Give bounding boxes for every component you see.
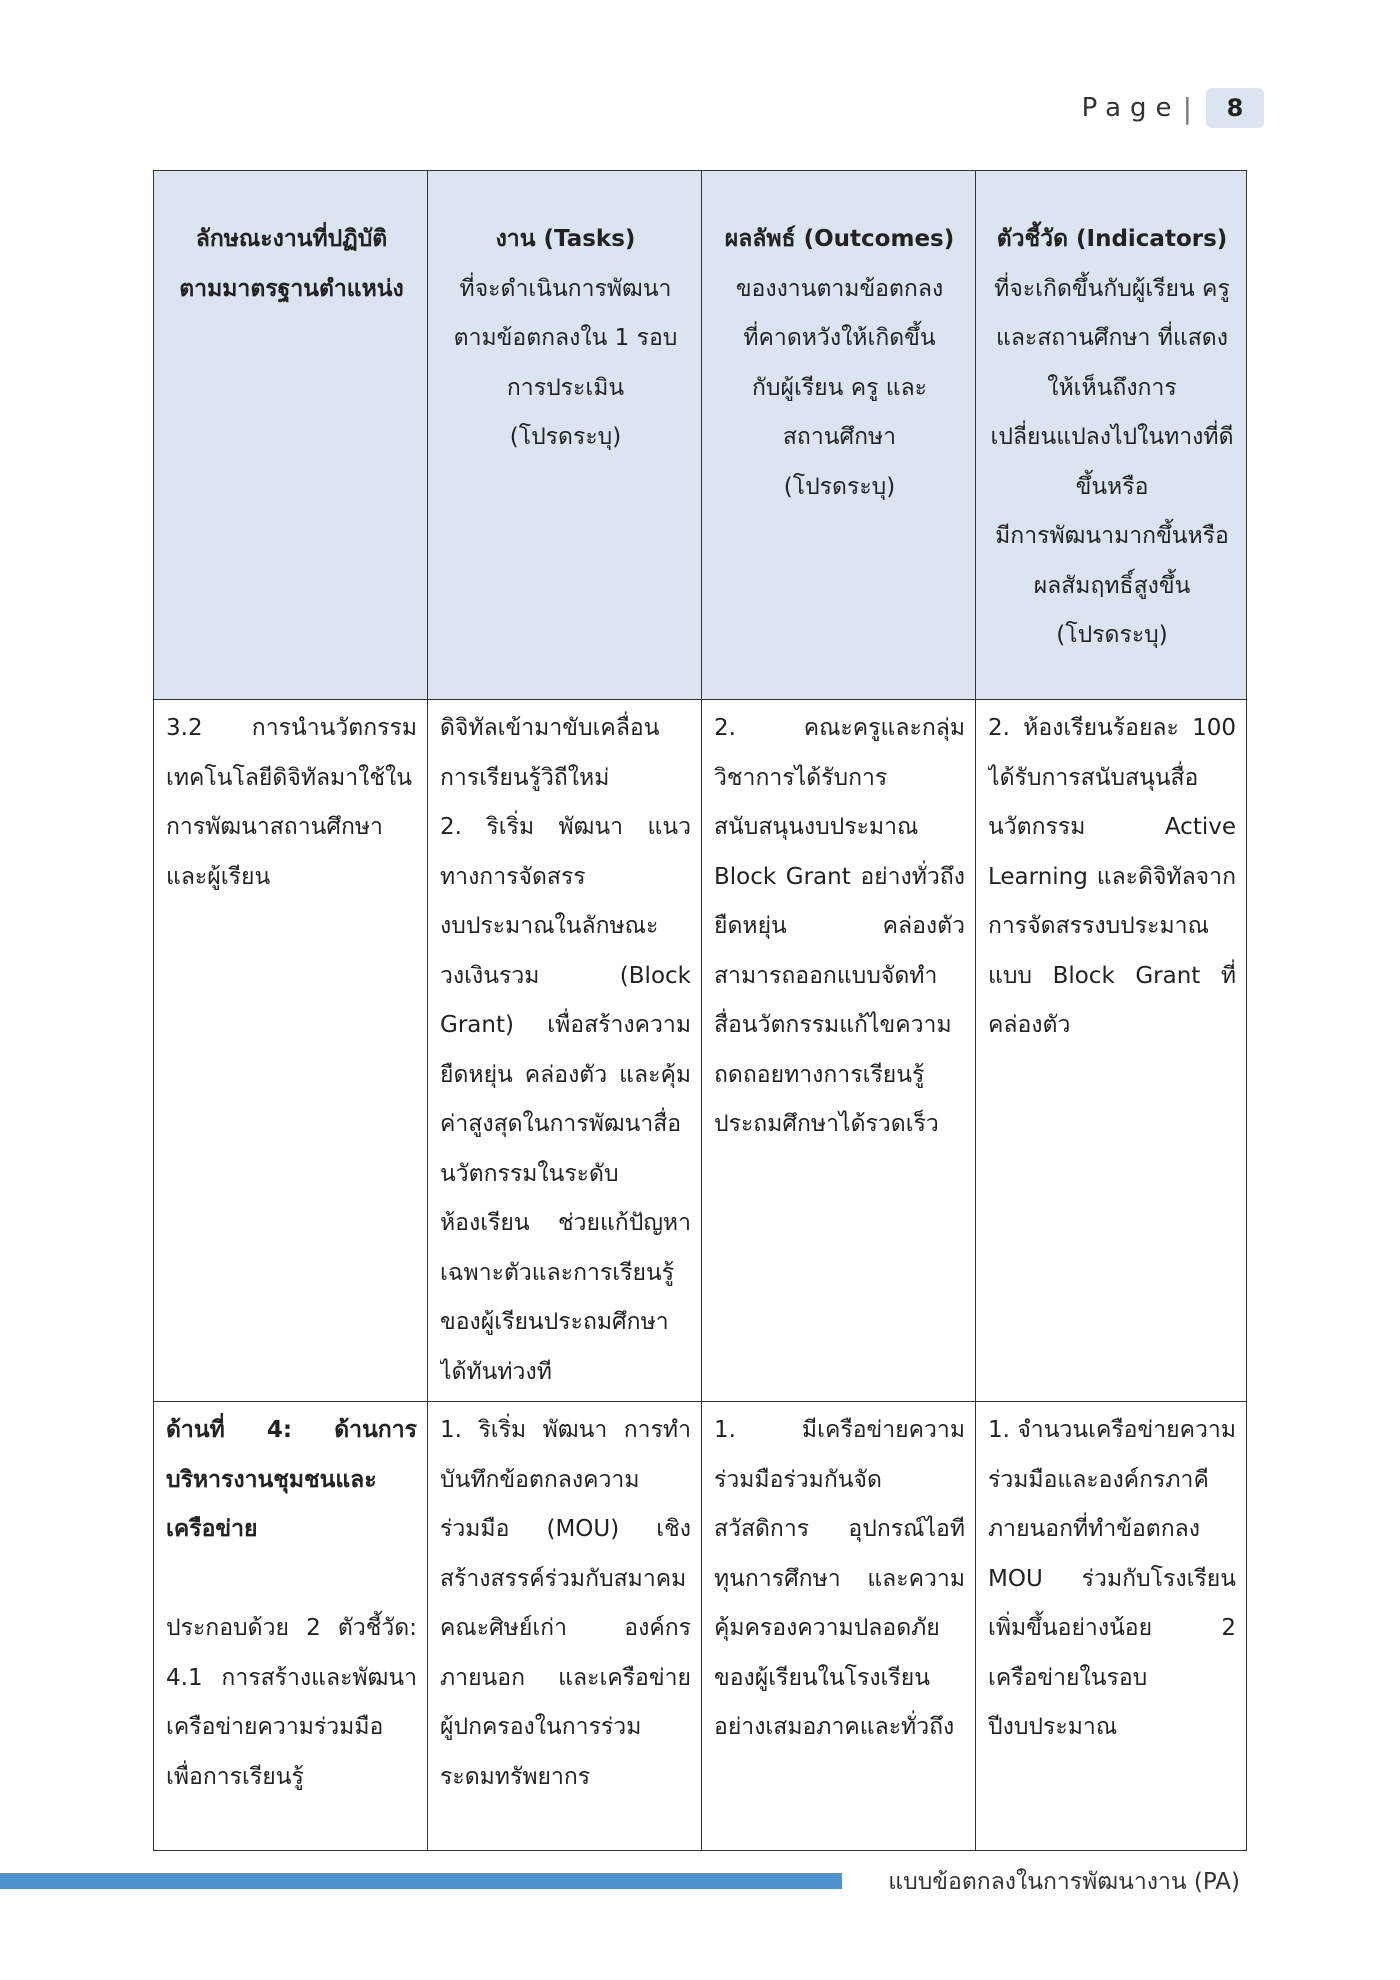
cell-line: การเรียนรู้วิถีใหม่ [440,764,610,791]
cell-line: ประกอบด้วย 2 ตัวชี้วัด: [166,1615,417,1641]
header-outcomes [702,171,976,700]
cell-line: คล่องตัว [988,1012,1071,1038]
cell-line: การพัฒนาสถานศึกษา [166,814,383,840]
cell-line: ประถมศึกษาได้รวดเร็ว [714,1111,939,1137]
cell-line: ยืดหยุ่น คล่องตัว [714,913,965,939]
cell-line: คณะศิษย์เก่า องค์กร [440,1615,691,1641]
cell-line: สวัสดิการ อุปกรณ์ไอที [714,1516,965,1542]
cell-line: เครือข่ายความร่วมมือ [166,1714,384,1740]
table-cell [702,1402,976,1851]
cell-line: ปีงบประมาณ [988,1714,1118,1740]
header-line: ผลสัมฤทธิ์สูงขึ้น [1033,572,1191,599]
header-line: (โปรดระบุ) [1056,622,1168,648]
header-line: และสถานศึกษา ที่แสดง [996,325,1228,351]
table-cell [976,700,1247,1402]
cell-line: นวัตกรรมในระดับ [440,1160,619,1187]
header-line: ที่จะเกิดขึ้นกับผู้เรียน ครู [994,275,1230,302]
cell-line: ด้านที่ 4: ด้านการ [166,1417,417,1443]
cell-line: ถดถอยทางการเรียนรู้ [714,1061,925,1088]
cell-line: ของผู้เรียนในโรงเรียน [714,1664,930,1691]
table-row [154,1402,1247,1851]
cell-line: ได้ทันท่วงที [440,1358,552,1385]
header-line: กับผู้เรียน ครู และ [751,374,928,401]
cell-line: วิชาการได้รับการ [714,764,888,791]
cell-line: ร่วมมือร่วมกันจัด [714,1466,882,1493]
cell-line: ค่าสูงสุดในการพัฒนาสื่อ [440,1111,682,1137]
header-line: (โปรดระบุ) [783,473,896,500]
table-cell [976,1402,1247,1851]
header-line: ขึ้นหรือ [1075,473,1149,500]
header-line: สถานศึกษา [782,424,897,450]
header-line: ตัวชี้วัด (Indicators) [996,226,1228,252]
cell-line: อย่างเสมอภาคและทั่วถึง [714,1714,955,1740]
header-line: การประเมิน [506,374,625,401]
page-number-badge: 8 [1206,88,1264,128]
cell-line: เทคโนโลยีดิจิทัลมาใช้ใน [166,764,412,791]
table-cell [428,700,702,1402]
header-line: งาน (Tasks) [495,226,636,252]
header-tasks [428,171,702,700]
cell-line: สนับสนุนงบประมาณ [714,814,919,840]
cell-line: เฉพาะตัวและการเรียนรู้ [440,1259,675,1286]
header-line: ตามมาตรฐานตำแหน่ง [179,275,404,302]
cell-line: เพิ่มขึ้นอย่างน้อย 2 [988,1615,1236,1641]
cell-line: Grant) เพื่อสร้างความ [440,1012,691,1038]
cell-line: สามารถออกแบบจัดทำ [714,962,938,989]
footer-accent-bar [0,1873,842,1889]
table-header-row [154,171,1247,700]
cell-line: ของผู้เรียนประถมศึกษา [440,1309,669,1335]
header-line: ที่คาดหวังให้เกิดขึ้น [743,325,936,351]
cell-line: นวัตกรรม Active [988,814,1236,840]
cell-line: ระดมทรัพยากร [440,1763,591,1790]
cell-line: 2. ริเริ่ม พัฒนา แนว [440,814,691,840]
header-line: ของงานตามข้อตกลง [735,275,944,302]
cell-line: สื่อนวัตกรรมแก้ไขความ [714,1012,952,1038]
header-line: ผลลัพธ์ (Outcomes) [724,226,955,252]
cell-line: 4.1 การสร้างและพัฒนา [166,1664,417,1691]
cell-line: MOU ร่วมกับโรงเรียน [988,1565,1236,1592]
cell-line: 1. จำนวนเครือข่ายความ [988,1417,1236,1443]
cell-line: แบบ Block Grant ที่ [988,962,1236,989]
cell-line: เครือข่าย [166,1516,258,1542]
header-line: เปลี่ยนแปลงไปในทางที่ดี [990,424,1234,450]
cell-line: 2. คณะครูและกลุ่ม [714,715,965,741]
page-separator: | [1182,91,1192,125]
cell-line: ผู้ปกครองในการร่วม [440,1714,642,1740]
page-label: Page [1081,93,1181,123]
table-row [154,700,1247,1402]
header-line: ให้เห็นถึงการ [1047,374,1177,401]
blank-line [166,1555,417,1605]
header-line: ตามข้อตกลงใน 1 รอบ [453,325,678,351]
cell-line: ห้องเรียน ช่วยแก้ปัญหา [440,1210,691,1236]
cell-line: เครือข่ายในรอบ [988,1664,1148,1691]
table-cell [428,1402,702,1851]
cell-line: บริหารงานชุมชนและ [166,1466,377,1493]
cell-line: ทางการจัดสรร [440,863,586,890]
cell-line: ทุนการศึกษา และความ [714,1565,965,1592]
cell-line: และผู้เรียน [166,863,271,890]
cell-line: สร้างสรรค์ร่วมกับสมาคม [440,1565,687,1592]
cell-line: ภายนอกที่ทำข้อตกลง [988,1516,1200,1542]
cell-line: บันทึกข้อตกลงความ [440,1466,640,1493]
cell-line: วงเงินรวม (Block [440,962,691,989]
footer-title: แบบข้อตกลงในการพัฒนางาน (PA) [888,1869,1240,1895]
table-cell [154,1402,428,1851]
cell-line: ยืดหยุ่น คล่องตัว และคุ้ม [440,1061,691,1088]
cell-line: เพื่อการเรียนรู้ [166,1763,304,1790]
cell-line: งบประมาณในลักษณะ [440,913,659,939]
cell-line: 2. ห้องเรียนร้อยละ 100 [988,715,1236,741]
cell-line: Block Grant อย่างทั่วถึง [714,863,965,890]
cell-line: Learning และดิจิทัลจาก [988,863,1236,890]
pa-agreement-table [153,170,1247,1851]
header-line: ลักษณะงานที่ปฏิบัติ [195,226,388,252]
cell-line: คุ้มครองความปลอดภัย [714,1615,940,1641]
cell-line: การจัดสรรงบประมาณ [988,913,1209,939]
header-line: มีการพัฒนามากขึ้นหรือ [995,523,1229,549]
cell-line: ได้รับการสนับสนุนสื่อ [988,764,1199,791]
cell-line: 3.2 การนำนวัตกรรม [166,715,417,741]
cell-line: 1. มีเครือข่ายความ [714,1417,965,1443]
header-line: (โปรดระบุ) [509,424,622,450]
table-cell [154,700,428,1402]
cell-line: ดิจิทัลเข้ามาขับเคลื่อน [440,715,660,741]
cell-line: ภายนอก และเครือข่าย [440,1664,691,1691]
header-indicators [976,171,1247,700]
cell-line: ร่วมมือและองค์กรภาคี [988,1466,1209,1493]
page-header [1082,88,1264,128]
cell-line: ร่วมมือ (MOU) เชิง [440,1516,691,1542]
cell-line: 1. ริเริ่ม พัฒนา การทำ [440,1417,691,1443]
table-cell [702,700,976,1402]
header-line: ที่จะดำเนินการพัฒนา [459,275,672,302]
header-standard-duties [154,171,428,700]
